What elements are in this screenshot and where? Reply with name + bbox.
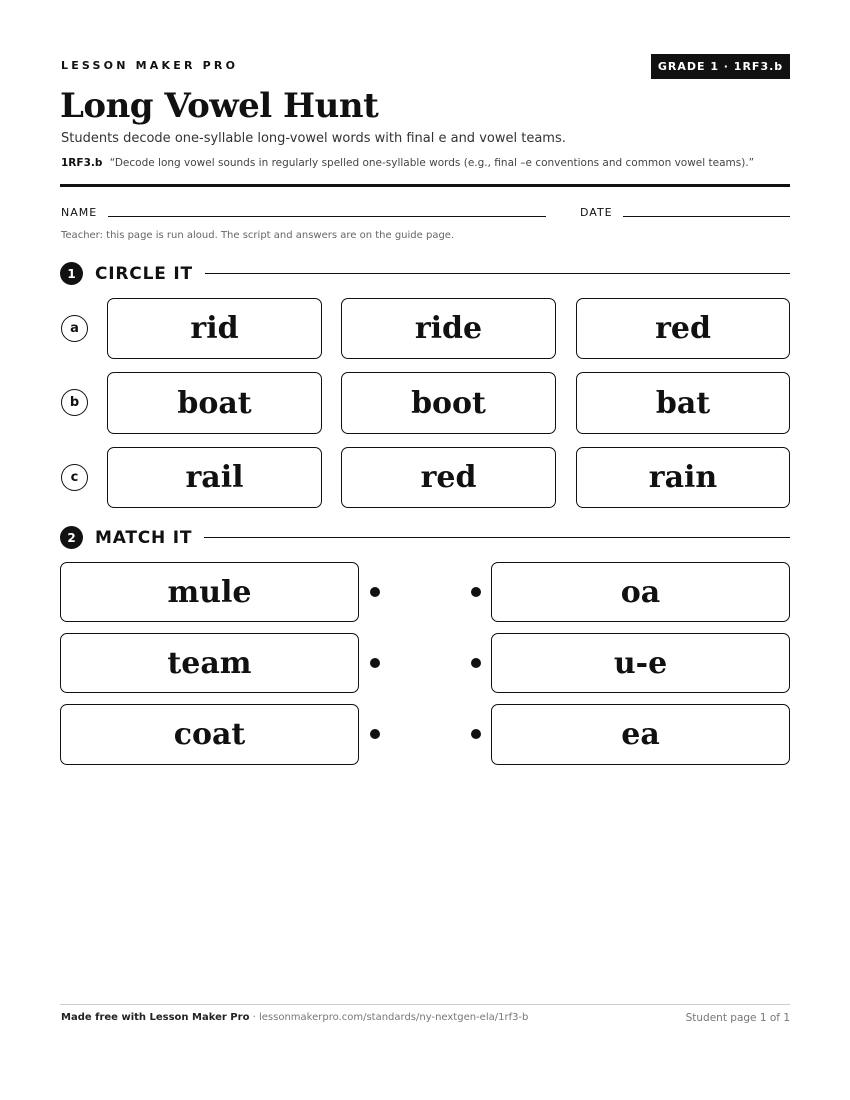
section-divider [205, 273, 790, 275]
match-left-card[interactable]: mule [60, 562, 359, 622]
section-circle-it-header [60, 262, 790, 285]
word-card[interactable]: red [576, 298, 790, 359]
grade-badge: GRADE 1 · 1RF3.b [651, 54, 790, 79]
match-right-dot[interactable] [471, 658, 481, 668]
standard-description [61, 157, 754, 169]
match-right-card[interactable]: u-e [491, 633, 790, 693]
match-right-card[interactable]: oa [491, 562, 790, 622]
match-right-dot[interactable] [471, 587, 481, 597]
match-right-card[interactable]: ea [491, 704, 790, 765]
standard-text: “Decode long vowel sounds in regularly spelled one-syllable words (e.g., final –e conventions and common vowel teams).” [109, 157, 755, 169]
match-right-dot[interactable] [471, 729, 481, 739]
word-card[interactable]: boot [341, 372, 556, 434]
footer-made-by: Made free with Lesson Maker Pro [61, 1012, 250, 1023]
brand-name: LESSON MAKER PRO [61, 59, 239, 72]
section-label: MATCH IT [95, 527, 193, 548]
footer-separator: · [249, 1012, 259, 1023]
word-card[interactable]: red [341, 447, 556, 508]
section-divider [204, 537, 790, 539]
date-field[interactable] [623, 216, 790, 217]
match-left-dot[interactable] [370, 658, 380, 668]
footer-credit [61, 1012, 528, 1023]
word-card[interactable]: rail [107, 447, 322, 508]
word-card[interactable]: rain [576, 447, 790, 508]
date-label: DATE [580, 206, 613, 219]
row-letter-a: a [61, 315, 88, 342]
section-label: CIRCLE IT [95, 263, 193, 284]
word-card[interactable]: bat [576, 372, 790, 434]
footer-page-number: Student page 1 of 1 [685, 1012, 790, 1024]
word-card[interactable]: rid [107, 298, 322, 359]
section-number: 2 [60, 526, 83, 549]
name-field[interactable] [108, 216, 546, 217]
section-match-it-header [60, 526, 790, 549]
row-letter-b: b [61, 389, 88, 416]
word-card[interactable]: ride [341, 298, 556, 359]
header-divider [60, 184, 790, 187]
footer-url-link[interactable]: lessonmakerpro.com/standards/ny-nextgen-ela/1rf3-b [258, 1012, 529, 1023]
word-card[interactable]: boat [107, 372, 322, 434]
section-number: 1 [60, 262, 83, 285]
standard-code: 1RF3.b [61, 157, 103, 169]
match-left-card[interactable]: team [60, 633, 359, 693]
match-left-card[interactable]: coat [60, 704, 359, 765]
footer-divider [60, 1004, 790, 1005]
name-label: NAME [61, 206, 98, 219]
row-letter-c: c [61, 464, 88, 491]
match-left-dot[interactable] [370, 587, 380, 597]
worksheet-title: Long Vowel Hunt [60, 86, 379, 126]
worksheet-subtitle: Students decode one-syllable long-vowel words with final e and vowel teams. [61, 131, 566, 146]
match-left-dot[interactable] [370, 729, 380, 739]
teacher-note: Teacher: this page is run aloud. The script and answers are on the guide page. [61, 230, 455, 241]
